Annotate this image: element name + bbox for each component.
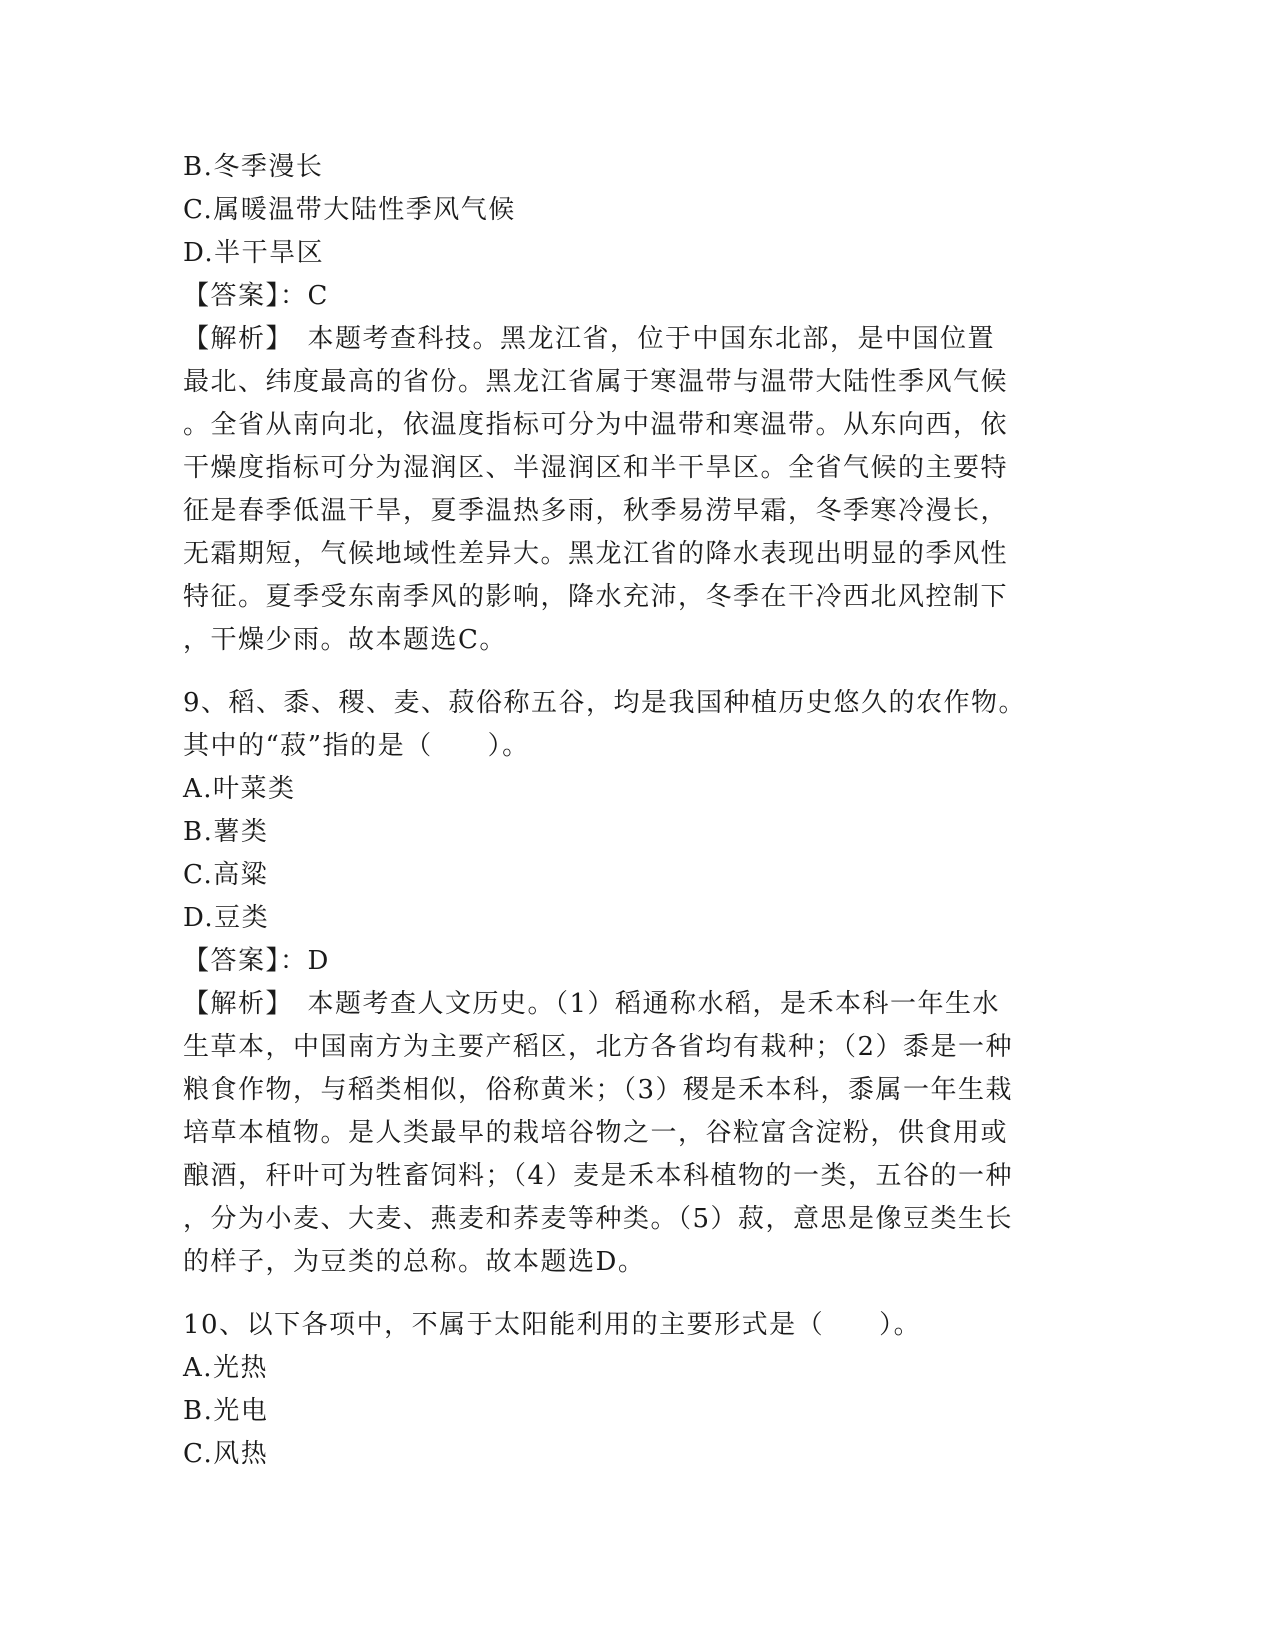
previous-question-continuation — [183, 146, 1063, 662]
analysis — [183, 318, 1063, 662]
option-d: D.豆类 — [183, 903, 270, 933]
question-text: 10、以下各项中，不属于太阳能利用的主要形式是（ ）。 — [183, 1310, 922, 1340]
analysis-line: 最北、纬度最高的省份。黑龙江省属于寒温带与温带大陆性季风气候 — [183, 367, 1009, 397]
analysis-line: 【解析】 本题考查科技。黑龙江省，位于中国东北部，是中国位置 — [183, 324, 996, 354]
analysis-line: 。全省从南向北，依温度指标可分为中温带和寒温带。从东向西，依 — [183, 410, 1009, 440]
option-b: B.冬季漫长 — [183, 152, 324, 182]
analysis-line: 特征。夏季受东南季风的影响，降水充沛，冬季在干冷西北风控制下 — [183, 582, 1009, 612]
option-a: A.叶菜类 — [183, 774, 296, 804]
option-c: C.高粱 — [183, 860, 269, 890]
analysis-line: 【解析】 本题考查人文历史。（1）稻通称水稻，是禾本科一年生水 — [183, 989, 1001, 1019]
document-page — [183, 146, 1063, 1476]
answer: 【答案】：D — [183, 946, 330, 976]
analysis — [183, 983, 1063, 1284]
analysis-line: 生草本，中国南方为主要产稻区，北方各省均有栽种；（2）黍是一种 — [183, 1032, 1014, 1062]
question-text: 其中的“菽”指的是（ ）。 — [183, 731, 530, 761]
analysis-line: 无霜期短，气候地域性差异大。黑龙江省的降水表现出明显的季风性 — [183, 539, 1009, 569]
analysis-line: 征是春季低温干旱，夏季温热多雨，秋季易涝早霜，冬季寒冷漫长， — [183, 496, 1009, 526]
option-c: C.风热 — [183, 1439, 269, 1469]
spacer — [183, 662, 1063, 682]
question-9 — [183, 682, 1063, 1284]
option-c: C.属暖温带大陆性季风气候 — [183, 195, 516, 225]
question-10 — [183, 1304, 1063, 1476]
answer: 【答案】：C — [183, 281, 329, 311]
analysis-line: 的样子，为豆类的总称。故本题选D。 — [183, 1247, 646, 1277]
analysis-line: 酿酒，秆叶可为牲畜饲料；（4）麦是禾本科植物的一类，五谷的一种 — [183, 1161, 1014, 1191]
question-text: 9、稻、黍、稷、麦、菽俗称五谷，均是我国种植历史悠久的农作物。 — [183, 688, 1027, 718]
analysis-line: ，分为小麦、大麦、燕麦和荞麦等种类。（5）菽，意思是像豆类生长 — [183, 1204, 1014, 1234]
analysis-line: 培草本植物。是人类最早的栽培谷物之一，谷粒富含淀粉，供食用或 — [183, 1118, 1009, 1148]
option-d: D.半干旱区 — [183, 238, 325, 268]
spacer — [183, 1284, 1063, 1304]
option-b: B.薯类 — [183, 817, 269, 847]
option-a: A.光热 — [183, 1353, 269, 1383]
analysis-line: ，干燥少雨。故本题选C。 — [183, 625, 507, 655]
analysis-line: 干燥度指标可分为湿润区、半湿润区和半干旱区。全省气候的主要特 — [183, 453, 1009, 483]
option-b: B.光电 — [183, 1396, 269, 1426]
analysis-line: 粮食作物，与稻类相似，俗称黄米；（3）稷是禾本科，黍属一年生栽 — [183, 1075, 1014, 1105]
